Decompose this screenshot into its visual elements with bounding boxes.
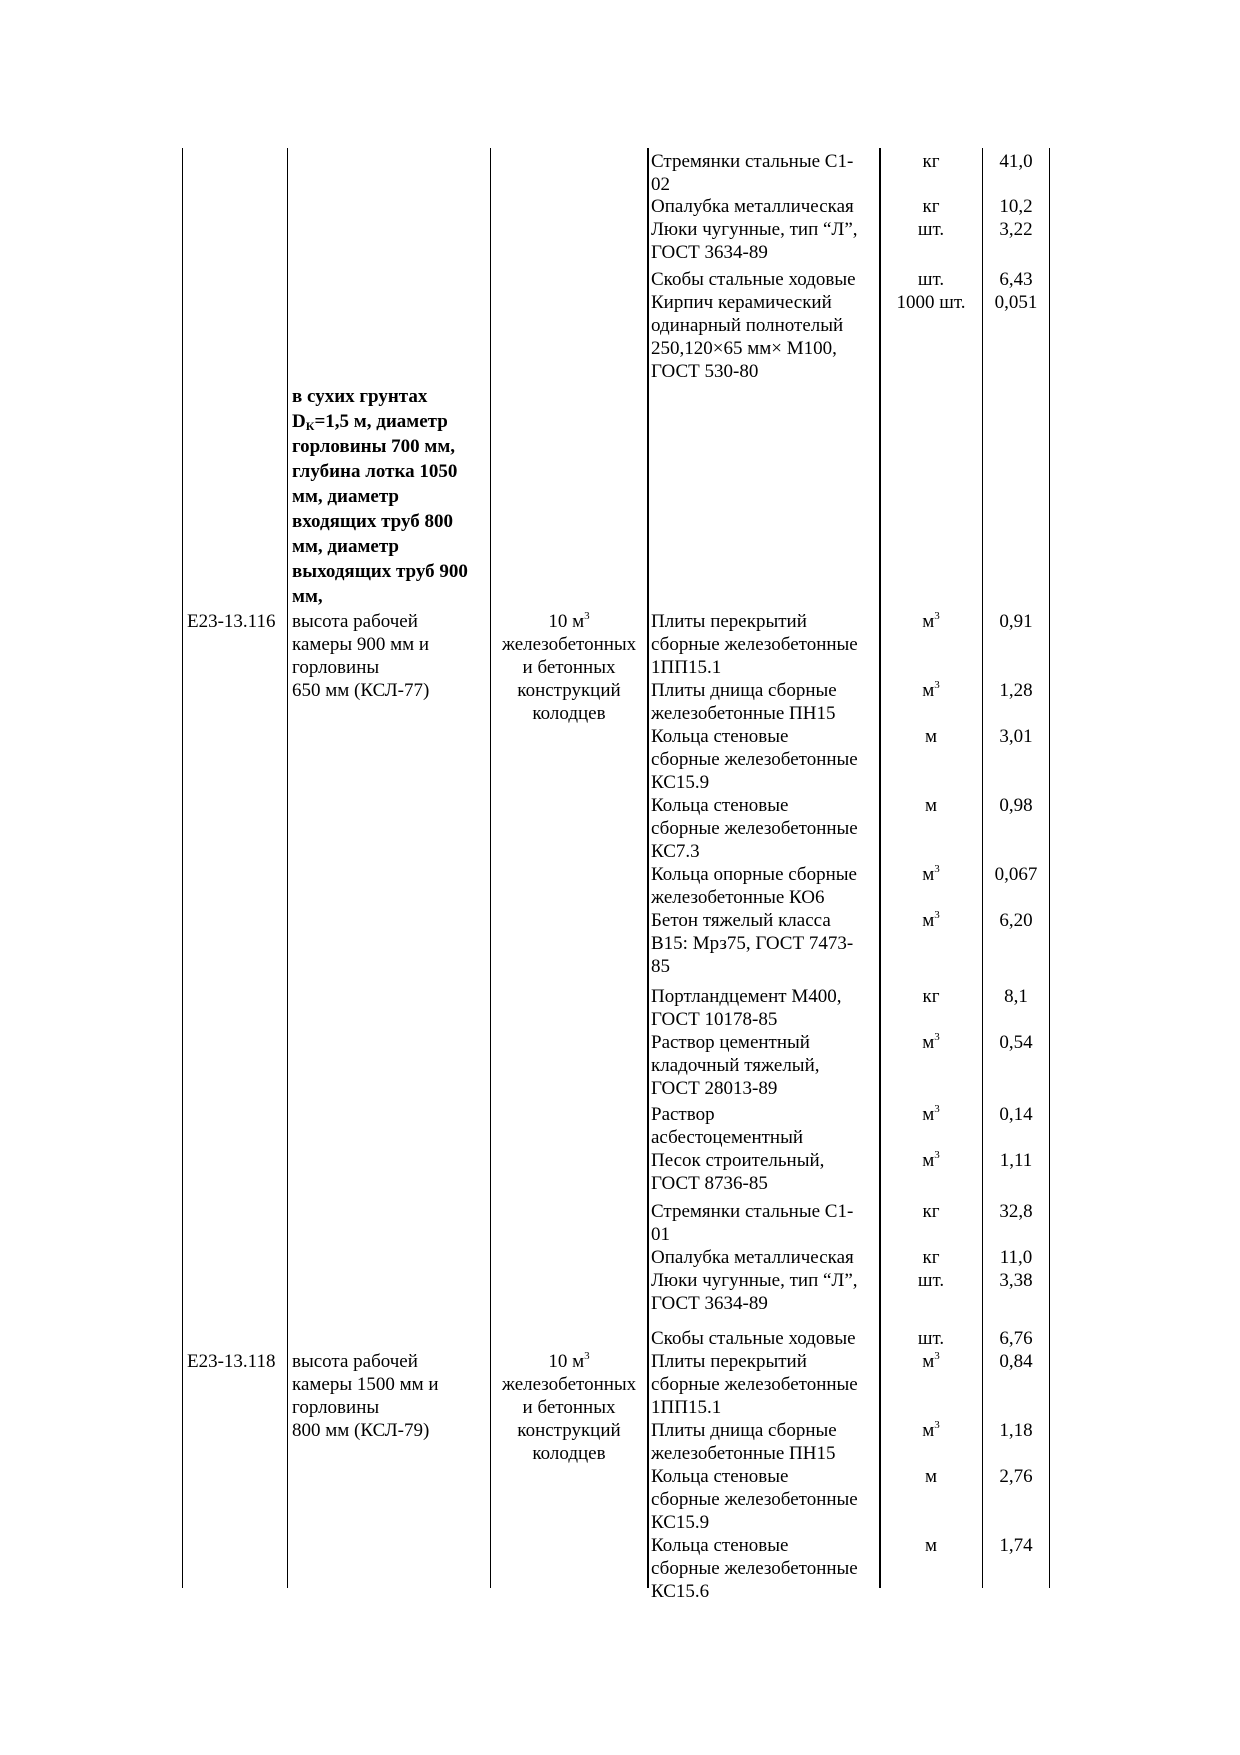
group-heading-line: мм, диаметр xyxy=(292,536,399,557)
material-quantity: 0,051 xyxy=(994,292,1038,313)
material-quantity: 0,14 xyxy=(999,1104,1033,1125)
material-quantity: 6,76 xyxy=(999,1328,1033,1349)
material-quantity: 1,74 xyxy=(999,1535,1033,1556)
material-unit xyxy=(880,1031,982,1054)
material-unit xyxy=(880,679,982,702)
material-name-line: Скобы стальные ходовые xyxy=(651,1328,856,1349)
unit-base: м xyxy=(922,1420,935,1441)
material-name-line: 85 xyxy=(651,956,670,977)
unit-base: м xyxy=(922,1150,935,1171)
unit-base: м xyxy=(924,1466,938,1487)
material-quantity: 0,84 xyxy=(999,1351,1033,1372)
material-name-line: одинарный полнотелый xyxy=(651,315,844,336)
unit-base: шт. xyxy=(917,1270,945,1291)
material-name-line: кладочный тяжелый, xyxy=(651,1055,820,1076)
material-unit xyxy=(880,150,982,173)
material-unit xyxy=(880,218,982,241)
entry-description-line: 800 мм (КСЛ-79) xyxy=(292,1420,430,1441)
unit-base: 1000 шт. xyxy=(896,292,966,313)
group-heading-line: горловины 700 мм, xyxy=(292,436,456,457)
material-name-line: Песок строительный, xyxy=(651,1150,825,1171)
material-name-line: ГОСТ 3634-89 xyxy=(651,242,768,263)
norm-code: Е23-13.118 xyxy=(187,1351,276,1372)
material-name-line: ГОСТ 3634-89 xyxy=(651,1293,768,1314)
material-name-line: Кольца стеновые xyxy=(651,1535,789,1556)
unit-power: 3 xyxy=(934,679,940,691)
material-name-line: ГОСТ 10178-85 xyxy=(651,1009,778,1030)
material-name-line: Опалубка металлическая xyxy=(651,196,854,217)
unit-base: м xyxy=(922,864,935,885)
unit-power: 3 xyxy=(934,1103,940,1115)
group-heading-line: входящих труб 800 xyxy=(292,511,453,532)
material-name-line: Кирпич керамический xyxy=(651,292,832,313)
material-unit xyxy=(880,1350,982,1373)
material-quantity: 3,22 xyxy=(999,219,1033,240)
material-quantity: 0,91 xyxy=(999,611,1033,632)
group-heading-line: глубина лотка 1050 xyxy=(292,461,458,482)
material-name-line: Стремянки стальные С1- xyxy=(651,151,854,172)
material-quantity: 1,11 xyxy=(999,1150,1033,1171)
material-quantity: 8,1 xyxy=(1004,986,1028,1007)
entry-description-line: камеры 900 мм и xyxy=(292,634,430,655)
material-quantity: 1,28 xyxy=(999,680,1033,701)
unit-base: м xyxy=(922,1351,935,1372)
material-name-line: Люки чугунные, тип “Л”, xyxy=(651,219,858,240)
material-unit xyxy=(880,985,982,1008)
material-name-line: Плиты перекрытий xyxy=(651,1351,807,1372)
unit-base: шт. xyxy=(917,269,945,290)
entry-description-line: камеры 1500 мм и xyxy=(292,1374,439,1395)
material-name-line: 1ПП15.1 xyxy=(651,1397,722,1418)
material-name-line: Стремянки стальные С1- xyxy=(651,1201,854,1222)
measure-unit xyxy=(491,1350,647,1373)
material-name-line: Плиты днища сборные xyxy=(651,1420,837,1441)
material-name-line: КС7.3 xyxy=(651,841,700,862)
group-heading-line: мм, xyxy=(292,586,323,607)
material-quantity: 2,76 xyxy=(999,1466,1033,1487)
group-heading-line: мм, диаметр xyxy=(292,486,399,507)
unit-base: м xyxy=(922,680,935,701)
column-border xyxy=(287,148,288,1588)
group-heading-line: в сухих грунтах xyxy=(292,386,428,407)
unit-base: м xyxy=(924,795,938,816)
material-unit xyxy=(880,268,982,291)
measure-line: и бетонных xyxy=(522,1397,616,1418)
material-unit xyxy=(880,610,982,633)
unit-base: шт. xyxy=(917,219,945,240)
material-quantity: 1,18 xyxy=(999,1420,1033,1441)
material-name-line: железобетонные ПН15 xyxy=(651,703,836,724)
material-name-line: ГОСТ 28013-89 xyxy=(651,1078,778,1099)
norm-code: Е23-13.116 xyxy=(187,611,276,632)
material-unit xyxy=(880,1465,982,1488)
measure-line: железобетонных xyxy=(501,1374,637,1395)
column-border xyxy=(1049,148,1050,1588)
measure-line: железобетонных xyxy=(501,634,637,655)
material-name-line: КС15.9 xyxy=(651,772,710,793)
measure-unit-base: 10 м xyxy=(548,611,585,632)
material-name-line: железобетонные КО6 xyxy=(651,887,825,908)
material-name-line: сборные железобетонные xyxy=(651,818,858,839)
material-name-line: 250,120×65 мм× М100, xyxy=(651,338,837,359)
unit-base: кг xyxy=(922,1201,940,1222)
material-name-line: КС15.9 xyxy=(651,1512,710,1533)
material-unit xyxy=(880,909,982,932)
material-quantity: 6,20 xyxy=(999,910,1033,931)
unit-power: 3 xyxy=(934,1031,940,1043)
unit-base: м xyxy=(922,1032,935,1053)
material-quantity: 32,8 xyxy=(999,1201,1033,1222)
group-heading-line xyxy=(292,410,448,433)
material-unit xyxy=(880,725,982,748)
material-unit xyxy=(880,1149,982,1172)
group-heading-line: выходящих труб 900 xyxy=(292,561,468,582)
unit-power: 3 xyxy=(934,909,940,921)
material-unit xyxy=(880,1200,982,1223)
unit-base: кг xyxy=(922,986,940,1007)
material-name-line: сборные железобетонные xyxy=(651,1558,858,1579)
material-unit xyxy=(880,1534,982,1557)
material-name-line: ГОСТ 530-80 xyxy=(651,361,759,382)
material-quantity: 0,54 xyxy=(999,1032,1033,1053)
material-name-line: сборные железобетонные xyxy=(651,1374,858,1395)
entry-description-line: высота рабочей xyxy=(292,1351,418,1372)
group-heading-d-subscript: К xyxy=(305,419,315,433)
unit-base: м xyxy=(924,1535,938,1556)
unit-base: м xyxy=(922,910,935,931)
material-name-line: Плиты перекрытий xyxy=(651,611,807,632)
material-quantity: 3,38 xyxy=(999,1270,1033,1291)
material-unit xyxy=(880,195,982,218)
material-name-line: 01 xyxy=(651,1224,670,1245)
material-name-line: ГОСТ 8736-85 xyxy=(651,1173,768,1194)
unit-base: м xyxy=(922,1104,935,1125)
material-name-line: сборные железобетонные xyxy=(651,1489,858,1510)
measure-unit xyxy=(491,610,647,633)
entry-description-line: горловины xyxy=(292,1397,380,1418)
column-border xyxy=(182,148,183,1588)
material-name-line: сборные железобетонные xyxy=(651,634,858,655)
material-unit xyxy=(880,1327,982,1350)
material-unit xyxy=(880,1246,982,1269)
unit-base: кг xyxy=(922,1247,940,1268)
measure-line: колодцев xyxy=(532,703,606,724)
unit-power: 3 xyxy=(934,1350,940,1362)
unit-base: кг xyxy=(922,151,940,172)
material-name-line: Плиты днища сборные xyxy=(651,680,837,701)
material-quantity: 11,0 xyxy=(999,1247,1033,1268)
material-name-line: сборные железобетонные xyxy=(651,749,858,770)
material-name-line: Кольца стеновые xyxy=(651,726,789,747)
material-name-line: Кольца опорные сборные xyxy=(651,864,857,885)
group-heading-d-value: =1,5 м, диаметр xyxy=(314,411,448,432)
material-unit xyxy=(880,1419,982,1442)
material-quantity: 6,43 xyxy=(999,269,1033,290)
measure-unit-power: 3 xyxy=(584,610,590,622)
material-name-line: железобетонные ПН15 xyxy=(651,1443,836,1464)
entry-description-line: горловины xyxy=(292,657,380,678)
measure-unit-power: 3 xyxy=(584,1350,590,1362)
material-unit xyxy=(880,1269,982,1292)
material-quantity: 10,2 xyxy=(999,196,1033,217)
material-quantity: 41,0 xyxy=(999,151,1033,172)
material-name-line: Кольца стеновые xyxy=(651,795,789,816)
material-name-line: В15: Мрз75, ГОСТ 7473- xyxy=(651,933,854,954)
measure-line: и бетонных xyxy=(522,657,616,678)
unit-base: м xyxy=(922,611,935,632)
entry-description-line: 650 мм (КСЛ-77) xyxy=(292,680,430,701)
unit-power: 3 xyxy=(934,1419,940,1431)
unit-power: 3 xyxy=(934,1149,940,1161)
material-unit xyxy=(880,1103,982,1126)
unit-base: м xyxy=(924,726,938,747)
material-quantity: 0,067 xyxy=(994,864,1038,885)
material-name-line: асбестоцементный xyxy=(651,1127,804,1148)
measure-line: конструкций xyxy=(517,1420,621,1441)
entry-description-line: высота рабочей xyxy=(292,611,418,632)
material-name-line: Кольца стеновые xyxy=(651,1466,789,1487)
material-quantity: 3,01 xyxy=(999,726,1033,747)
material-name-line: Раствор цементный xyxy=(651,1032,810,1053)
measure-line: колодцев xyxy=(532,1443,606,1464)
material-name-line: Раствор xyxy=(651,1104,715,1125)
group-heading-d-symbol: D xyxy=(292,411,306,432)
unit-base: кг xyxy=(922,196,940,217)
material-unit xyxy=(880,863,982,886)
material-name-line: Скобы стальные ходовые xyxy=(651,269,856,290)
material-name-line: 1ПП15.1 xyxy=(651,657,722,678)
unit-power: 3 xyxy=(934,863,940,875)
measure-unit-base: 10 м xyxy=(548,1351,585,1372)
material-name-line: Опалубка металлическая xyxy=(651,1247,854,1268)
unit-power: 3 xyxy=(934,610,940,622)
measure-line: конструкций xyxy=(517,680,621,701)
column-border xyxy=(647,148,649,1588)
material-name-line: Бетон тяжелый класса xyxy=(651,910,831,931)
material-unit xyxy=(880,794,982,817)
material-name-line: Люки чугунные, тип “Л”, xyxy=(651,1270,858,1291)
material-quantity: 0,98 xyxy=(999,795,1033,816)
material-name-line: 02 xyxy=(651,174,670,195)
material-unit xyxy=(880,291,982,314)
material-name-line: Портландцемент М400, xyxy=(651,986,842,1007)
unit-base: шт. xyxy=(917,1328,945,1349)
material-name-line: КС15.6 xyxy=(651,1581,710,1602)
